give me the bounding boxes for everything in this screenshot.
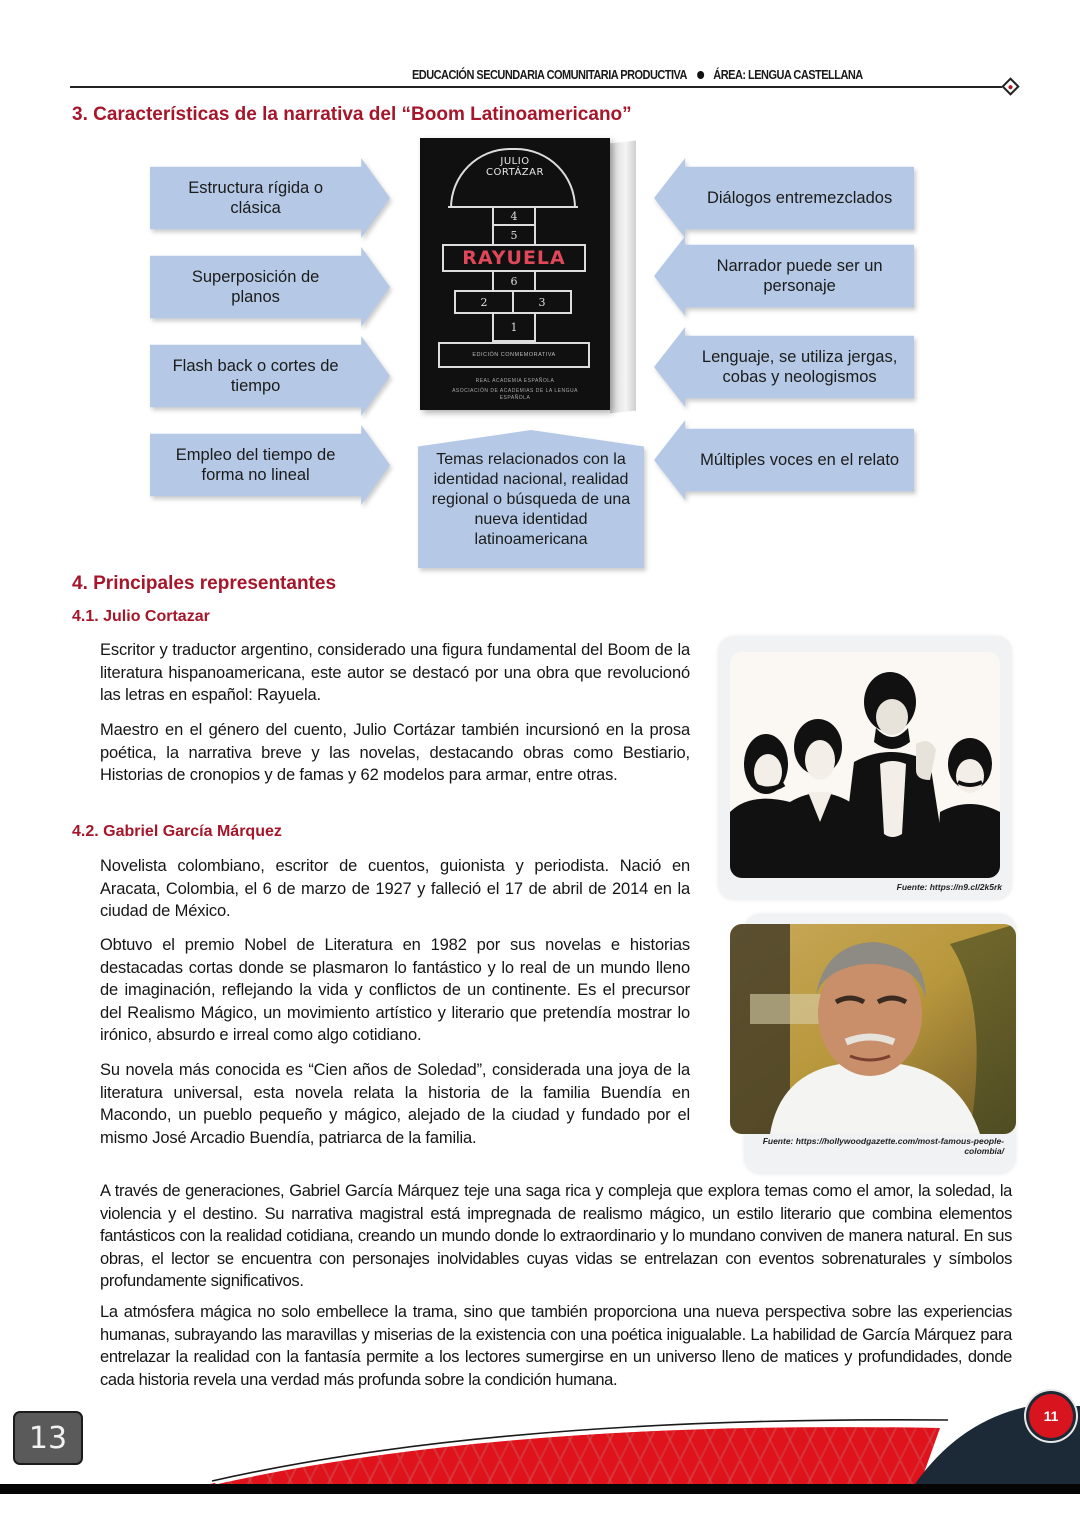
book-title: RAYUELA	[442, 244, 586, 272]
book-edition: EDICIÓN CONMEMORATIVA	[438, 342, 590, 368]
author-line-2: CORTÁZAR	[486, 167, 544, 178]
arrow-label: Flash back o cortes de tiempo	[172, 357, 339, 395]
diagram-arrow-left-1	[150, 158, 390, 238]
cortazar-paragraph-1: Escritor y traductor argentino, considerado una figura fundamental del Boom de la literatura hispanoamericana, este autor se destacó por una obra que revolucionó las letras en español: Rayuela.	[100, 641, 690, 705]
book-publisher-1: REAL ACADEMIA ESPAÑOLA	[475, 378, 555, 384]
garcia-marquez-photo-card	[744, 914, 1016, 1174]
author-line-1: JULIO	[500, 156, 530, 167]
page-number: 11	[1029, 1394, 1073, 1438]
diagram-arrow-bottom	[418, 430, 644, 568]
bullet-icon	[697, 71, 704, 79]
diagram-arrow-left-4	[150, 425, 390, 505]
diagram-arrow-left-2	[150, 247, 390, 327]
hopscotch-square: 2	[454, 290, 514, 314]
diagram-arrow-right-2	[654, 236, 914, 316]
hopscotch-square: 4	[492, 206, 536, 226]
photo-caption-2: Fuente: https://hollywoodgazette.com/most-famous-people-colombia/	[762, 1136, 1004, 1156]
subsection-4-1-title: 4.1. Julio Cortazar	[72, 608, 210, 625]
garcia-marquez-portrait-image	[730, 924, 1016, 1134]
header-rule	[70, 86, 1002, 88]
gm-paragraph-3: Su novela más conocida es “Cien años de Soledad”, considerada una joya de la literatura universal, esta novela relata la historia de la familia Buendía en Macondo, un pueblo pequeño y mágico, alejado de la ciudad y fundado por el mismo José Arcadio Buendía, patriarca de la familia.	[100, 1061, 690, 1147]
book-pages	[610, 141, 636, 414]
running-header	[412, 68, 870, 82]
subsection-4-2-title: 4.2. Gabriel García Márquez	[72, 823, 282, 840]
arrow-label: Narrador puede ser un personaje	[716, 257, 883, 295]
garcia-marquez-photo	[730, 924, 1016, 1134]
hopscotch-square: 3	[512, 290, 572, 314]
book-publisher-2: ASOCIACIÓN DE ACADEMIAS DE LA LENGUA ESPAÑOLA	[452, 388, 578, 401]
arrow-label: Lenguaje, se utiliza jergas, cobas y neologismos	[701, 348, 898, 386]
hopscotch-square: 1	[492, 312, 536, 342]
section-4-title: 4. Principales representantes	[72, 573, 337, 594]
arrow-label: Estructura rígida o clásica	[188, 179, 323, 217]
book-front	[420, 138, 610, 410]
gm-paragraph-2: Obtuvo el premio Nobel de Literatura en 1982 por sus novelas e historias destacadas cortas donde se plasmaron lo fantástico y lo real de un mundo lleno de imaginación, reflejando la vida y conflictos de un continente. Es el precursor del Realismo Mágico, un movimiento artístico y literario que pretendía mostrar lo irónico, absurdo e irreal como algo cotidiano.	[100, 936, 690, 1045]
arrow-label: Diálogos entremezclados	[706, 189, 893, 207]
footer-decoration	[0, 1380, 1080, 1500]
hopscotch-square: 6	[492, 270, 536, 292]
cortazar-paragraph-2: Maestro en el género del cuento, Julio Cortázar también incursionó en la prosa poética, la narrativa breve y las novelas, destacando obras como Bestiario, Historias de cronopios y de famas y 62 modelos para armar, entre otras.	[100, 721, 690, 785]
writers-silhouette-image	[730, 652, 1000, 878]
page-badge: 13	[13, 1411, 83, 1465]
diamond-ornament-icon	[1001, 77, 1019, 95]
arrow-label: Temas relacionados con la identidad nacional, realidad regional o búsqueda de una nueva identidad latinoamericana	[431, 451, 631, 548]
gm-paragraph-4: A través de generaciones, Gabriel García Márquez teje una saga rica y compleja que explora temas como el amor, la soledad, la violencia y el destino. Su narrativa magistral está impregnada de realismo mágico, un estilo literario que combina elementos fantásticos con la realidad cotidiana, creando un mundo donde lo extraordinario y lo mundano conviven de manera natural. En sus obras, el lector se encuentra con personajes inolvidables cuyas vidas se entrelazan con eventos sobrenaturales y símbolos profundamente significativos.	[100, 1182, 1012, 1291]
diagram-arrow-left-3	[150, 336, 390, 416]
hopscotch-square: 5	[492, 224, 536, 246]
header-area: ÁREA: LENGUA CASTELLANA	[713, 68, 863, 82]
boom-writers-photo	[730, 652, 1000, 878]
gm-paragraph-5: La atmósfera mágica no solo embellece la trama, sino que también proporciona una nueva perspectiva sobre las experiencias humanas, subrayando las maravillas y miserias de la existencia con una poética inigualable. La habilidad de García Márquez para entrelazar la realidad con la fantasía permite a los lectores sumergirse en un universo lleno de matices y profundidades, donde cada historia revela una verdad más profunda sobre la condición humana.	[100, 1303, 1012, 1389]
gm-paragraph-1: Novelista colombiano, escritor de cuentos, guionista y periodista. Nació en Aracata, Colombia, el 6 de marzo de 1927 y falleció el 17 de abril de 2014 en la ciudad de México.	[100, 857, 690, 921]
diagram-arrow-right-3	[654, 327, 914, 407]
header-program: EDUCACIÓN SECUNDARIA COMUNITARIA PRODUCTIVA	[412, 68, 687, 82]
book-author	[420, 156, 610, 178]
arrow-label: Múltiples voces en el relato	[700, 451, 900, 469]
arrow-label: Empleo del tiempo de forma no lineal	[175, 446, 336, 484]
rayuela-book-cover	[420, 138, 642, 420]
boom-writers-photo-card	[718, 636, 1012, 900]
diagram-arrow-right-1	[654, 158, 914, 238]
arrow-label: Superposición de planos	[191, 268, 320, 306]
diagram-arrow-right-4	[654, 420, 914, 500]
section-3-title: 3. Características de la narrativa del “Boom Latinoamericano”	[72, 104, 632, 125]
photo-caption-1: Fuente: https://n9.cl/2k5rk	[896, 882, 1002, 892]
